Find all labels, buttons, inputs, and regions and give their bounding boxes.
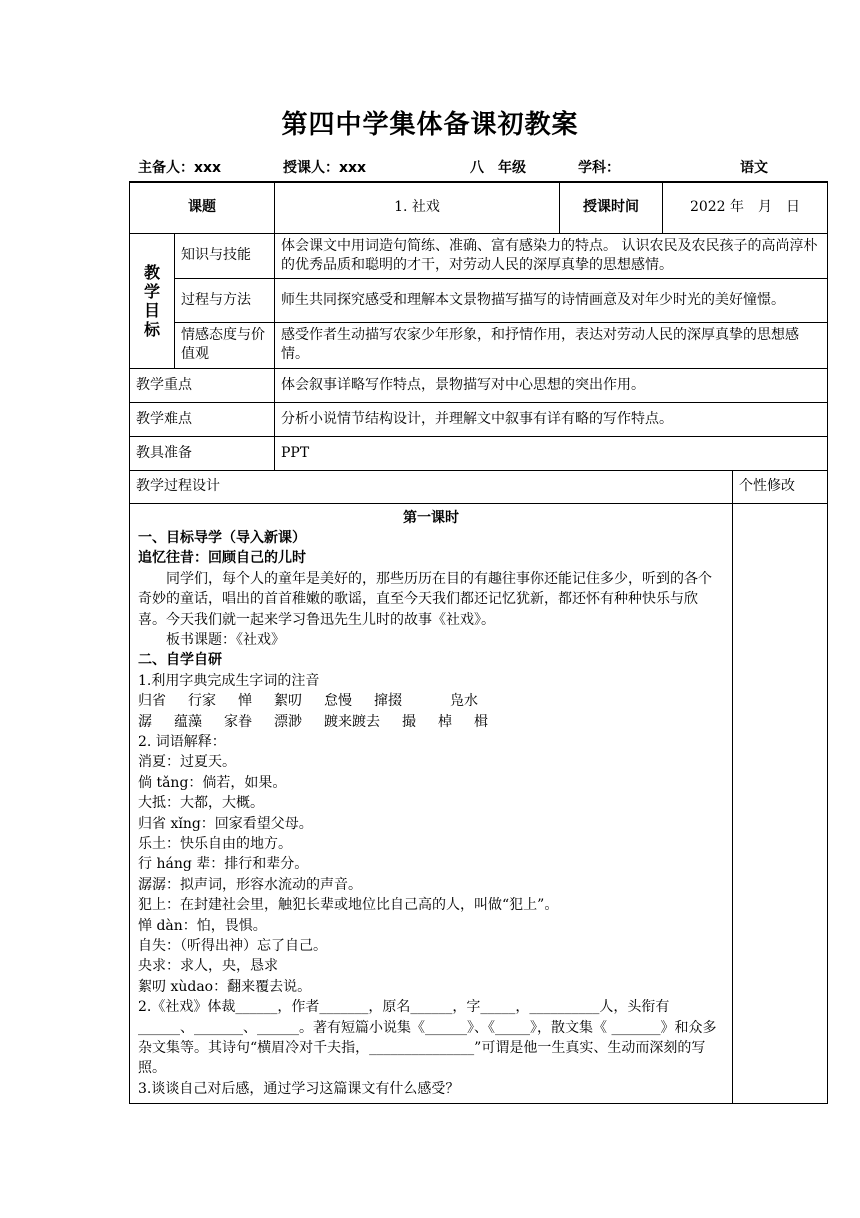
definition: 大抵：大都，大概。 xyxy=(138,795,264,812)
session-title: 第一课时 xyxy=(403,509,459,526)
process-label: 教学过程设计 xyxy=(130,470,733,503)
goal-label-2: 过程与方法 xyxy=(175,278,275,322)
word: 楫 xyxy=(474,713,488,730)
word: 撮 xyxy=(402,713,416,730)
teacher: 授课人：xxx xyxy=(283,160,367,176)
subject-label: 学科： xyxy=(578,160,620,176)
section-1-subheading: 追忆往昔：回顾自己的儿时 xyxy=(138,550,306,567)
definition: 倘 tǎng：倘若，如果。 xyxy=(138,774,287,791)
section-1-board: 板书课题：《社戏》 xyxy=(166,631,285,648)
goal-row-2 xyxy=(130,278,828,322)
lesson-plan-table xyxy=(129,181,828,1104)
word: 棹 xyxy=(438,713,452,730)
fill-in-question: 2.《社戏》体裁______，作者_______，原名______，字_____，__________人，头衔有______、_______、______。著有短篇小说集《______》、《_____》，散文集《 _______》和众多杂文集等。其诗句“横眉冷对千夫指，_______________”可谓是他一生真实、生动而深刻的写照。 xyxy=(138,999,717,1077)
goal-text-3: 感受作者生动描写农家少年形象，和抒情作用，表达对劳动人民的深厚真挚的思想感情。 xyxy=(275,322,828,368)
section-1-paragraph: 同学们，每个人的童年是美好的，那些历历在目的有趣往事你还能记住多少，听到的各个奇妙的童话，唱出的首首稚嫩的歌谣，直至今天我们都还记忆犹新，都还怀有种种快乐与欣喜。今天我们就一起来学习鲁迅先生儿时的故事《社戏》。 xyxy=(138,570,712,628)
goal-text-1: 体会课文中用词造句简练、准确、富有感染力的特点。 认识农民及农民孩子的高尚淳朴的优秀品质和聪明的才干，对劳动人民的深厚真挚的思想感情。 xyxy=(275,233,828,278)
definition: 乐土：快乐自由的地方。 xyxy=(138,836,292,852)
definition: 央求：求人，央，恳求 xyxy=(138,958,278,975)
page-title: 第四中学集体备课初教案 xyxy=(281,110,579,140)
preparer: 主备人：xxx xyxy=(138,160,222,176)
goal-label-1: 知识与技能 xyxy=(175,233,275,278)
goals-label-text: 教学目标 xyxy=(144,262,161,339)
goal-row-3 xyxy=(130,322,828,368)
word: 怠慢 xyxy=(324,693,352,710)
time-value: 2022 年 月 日 xyxy=(663,182,828,233)
definition: 行 háng 辈：排行和辈分。 xyxy=(138,856,309,873)
difficulty-label: 教学难点 xyxy=(130,402,275,436)
tools-row xyxy=(130,436,828,470)
key-value: 体会叙事详略写作特点，景物描写对中心思想的突出作用。 xyxy=(275,368,828,402)
word: 蕴藻 xyxy=(174,713,202,730)
word: 絮叨 xyxy=(274,693,302,710)
topic-value: 1. 社戏 xyxy=(275,182,560,233)
key-label: 教学重点 xyxy=(130,368,275,402)
difficulty-row xyxy=(130,402,828,436)
grade: 八 年级 xyxy=(470,160,526,176)
section-2-heading: 二、自学自研 xyxy=(138,652,222,669)
words-row-1 xyxy=(138,691,724,711)
definition: 絮叨 xùdao：翻来覆去说。 xyxy=(138,978,312,995)
definition: 归省 xǐng：回家看望父母。 xyxy=(138,815,313,832)
goal-label-3: 情感态度与价值观 xyxy=(175,322,275,368)
definition: 自失：（听得出神）忘了自己。 xyxy=(138,938,327,955)
word: 踱来踱去 xyxy=(324,713,380,730)
difficulty-value: 分析小说情节结构设计，并理解文中叙事有详有略的写作特点。 xyxy=(275,402,828,436)
word: 撺掇 xyxy=(374,693,402,710)
topic-row xyxy=(130,182,828,233)
process-content-row xyxy=(130,503,828,1104)
definition: 消夏：过夏天。 xyxy=(138,754,236,771)
revise-label: 个性修改 xyxy=(733,470,828,503)
question-1: 1.利用字典完成生字词的注音 xyxy=(138,672,320,689)
goal-row-1 xyxy=(130,233,828,278)
word: 家眷 xyxy=(224,713,252,730)
section-1-heading: 一、目标导学（导入新课） xyxy=(138,529,306,546)
revise-column xyxy=(733,503,828,1104)
word: 归省 xyxy=(138,693,166,710)
topic-label: 课题 xyxy=(130,182,275,233)
tools-label: 教具准备 xyxy=(130,436,275,470)
question-3: 3.谈谈自己对后感，通过学习这篇课文有什么感受？ xyxy=(138,1080,460,1097)
time-label: 授课时间 xyxy=(560,182,663,233)
word: 行家 xyxy=(188,693,216,710)
word: 潺 xyxy=(138,713,152,730)
key-row xyxy=(130,368,828,402)
tools-value: PPT xyxy=(275,436,828,470)
goal-text-2: 师生共同探究感受和理解本文景物描写描写的诗情画意及对年少时光的美好憧憬。 xyxy=(275,278,828,322)
process-content xyxy=(130,503,733,1104)
definition: 潺潺：拟声词，形容水流动的声音。 xyxy=(138,876,362,893)
question-2: 2. 词语解释： xyxy=(138,733,226,750)
definition: 犯上：在封建社会里，触犯长辈或地位比自己高的人，叫做“犯上”。 xyxy=(138,897,559,914)
definition: 惮 dàn：怕，畏惧。 xyxy=(138,917,267,934)
word: 漂渺 xyxy=(274,713,302,730)
words-row-2 xyxy=(138,712,724,732)
subject: 语文 xyxy=(740,160,768,176)
process-header-row xyxy=(130,470,828,503)
goals-label xyxy=(130,233,175,368)
word: 凫水 xyxy=(450,693,478,710)
word: 惮 xyxy=(238,693,252,710)
